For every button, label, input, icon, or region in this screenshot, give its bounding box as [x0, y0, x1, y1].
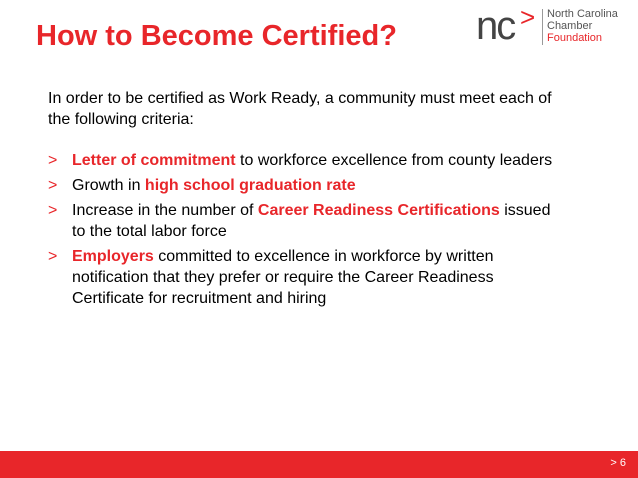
criteria-post: to workforce excellence from county leaders: [235, 152, 553, 169]
slide-title: How to Become Certified?: [36, 20, 397, 52]
criteria-post: issued to the total labor force: [72, 202, 551, 240]
criteria-list: [48, 150, 568, 313]
criteria-highlight: Employers: [72, 248, 154, 265]
nc-chamber-foundation-logo: [476, 2, 636, 48]
criteria-pre: Increase in the number of: [72, 202, 258, 219]
intro-text: In order to be certified as Work Ready, a community must meet each of the following criteria:: [48, 90, 552, 128]
logo-line-3: Foundation: [547, 32, 603, 44]
criteria-item: [48, 200, 568, 242]
bullet-chevron-icon: >: [48, 202, 58, 219]
criteria-post: committed to excellence in workforce by written notification that they prefer or require the Career Readiness Certificate for recruitment and hiring: [72, 248, 494, 307]
criteria-item: [48, 150, 568, 171]
bullet-chevron-icon: >: [48, 152, 58, 169]
logo-line-1: North Carolina: [547, 8, 618, 20]
bullet-chevron-icon: >: [48, 248, 58, 265]
criteria-highlight: Career Readiness Certifications: [257, 202, 500, 219]
bullet-chevron-icon: >: [48, 177, 58, 194]
page-number: > 6: [610, 457, 626, 469]
criteria-highlight: Letter of commitment: [72, 152, 236, 169]
criteria-item: [48, 246, 568, 309]
logo-text: [547, 8, 618, 44]
criteria-pre: Growth in: [72, 177, 145, 194]
criteria-highlight: high school graduation rate: [144, 177, 356, 194]
criteria-item: [48, 175, 568, 196]
footer-bar: [0, 451, 638, 478]
logo-line-2: Chamber: [547, 20, 593, 32]
logo-mark: nc: [476, 4, 515, 48]
logo-chevron-icon: >: [520, 2, 536, 32]
logo-divider: [542, 9, 543, 45]
